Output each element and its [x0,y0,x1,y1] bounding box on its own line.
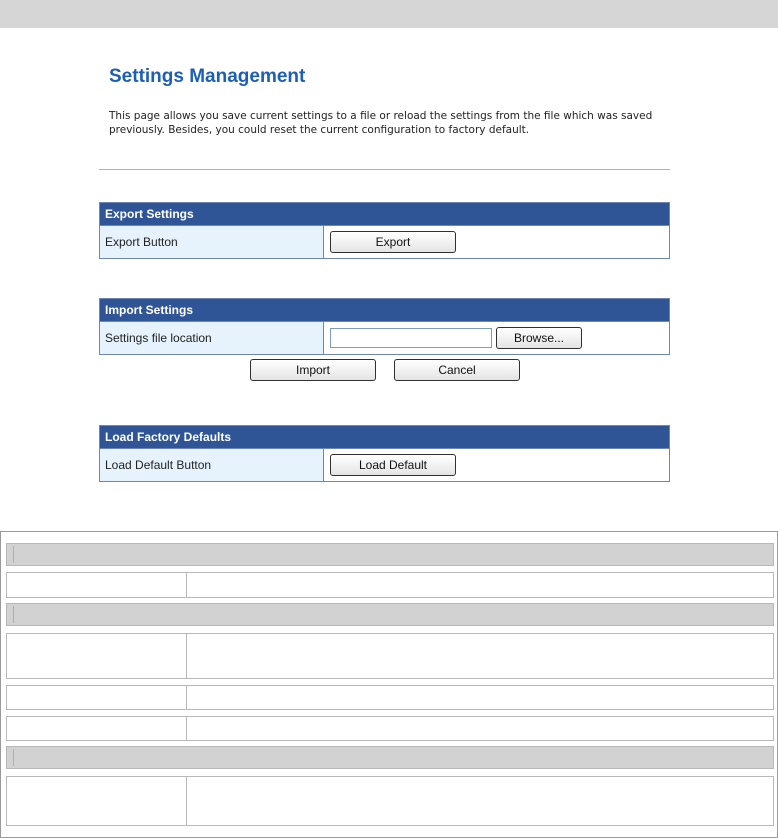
load-default-button[interactable]: Load Default [330,454,456,476]
table-cell [187,717,773,740]
page-description: This page allows you save current settings to a file or reload the settings from the file which was saved previously. Besides, you could reset the current configuration to factory default. [109,110,653,136]
import-value-cell [324,322,669,354]
export-label: Export Button [100,226,324,258]
import-row [100,322,669,354]
table-header-import [6,603,774,626]
load-default-value-cell [324,449,669,481]
description-table [0,531,778,838]
table-cell [187,573,773,597]
settings-panel [97,46,673,502]
table-cell [187,686,773,709]
table-row [6,776,774,826]
table-cell [7,717,187,740]
import-button[interactable]: Import [250,359,376,381]
import-actions [97,359,673,381]
cancel-button[interactable]: Cancel [394,359,520,381]
settings-file-location-label: Settings file location [100,322,324,354]
import-settings-header: Import Settings [100,299,669,322]
export-row [100,226,669,258]
settings-file-input[interactable] [330,328,492,348]
table-cell [7,573,187,597]
export-settings-section [99,202,670,259]
table-cell [7,634,187,678]
table-header-export [6,543,774,566]
table-row [6,685,774,710]
table-cell [7,777,187,825]
table-header-defaults [6,746,774,769]
export-value-cell [324,226,669,258]
divider [99,169,670,170]
table-row [6,633,774,679]
export-settings-header: Export Settings [100,203,669,226]
load-default-label: Load Default Button [100,449,324,481]
table-row [6,716,774,741]
import-settings-section [99,298,670,355]
table-row [6,572,774,598]
browse-button[interactable]: Browse... [496,327,582,349]
load-factory-defaults-header: Load Factory Defaults [100,426,669,449]
page-title: Settings Management [109,66,306,87]
export-button[interactable]: Export [330,231,456,253]
load-default-row [100,449,669,481]
load-factory-defaults-section [99,425,670,482]
top-bar [0,0,778,28]
table-cell [187,777,773,825]
table-cell [187,634,773,678]
table-cell [7,686,187,709]
